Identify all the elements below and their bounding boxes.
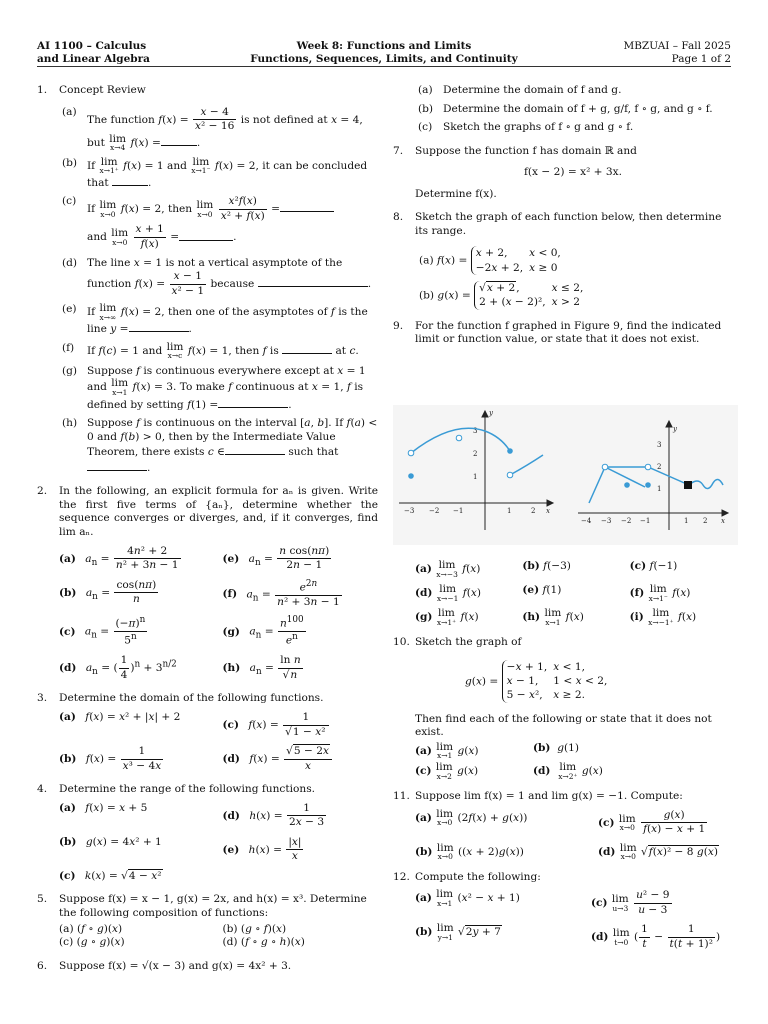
course-title: AI 1100 – Calculus and Linear Algebra	[37, 40, 150, 66]
svg-text:−4: −4	[581, 517, 592, 525]
svg-text:2: 2	[657, 463, 662, 471]
svg-text:y: y	[489, 409, 493, 417]
problem-12: 12. Compute the following: (a) lim x→1 (x² − x + 1) (c) lim u→3 $\frac{\text{u² − 9}}{u - 3}$ (b) lim y→1 √2y + 7 (d) lim t→0 ( $\frac{1}{t}$ − $\frac{1}{\text{t(t + 1)²}}$ )	[393, 870, 721, 950]
problem-11: 11. Suppose lim f(x) = 1 and lim g(x) = −1. Compute: (a) lim x→0 (2f(x) + g(x)) (c) lim x→0 $\frac{g(x)}{f(x) - x + 1}$ (b) lim x→0 ((x + 2)g(x)) (d) lim x→0 √f(x)² − 8 g(x)	[393, 790, 718, 862]
problem-2: 2. In the following, an explicit formula for aₙ is given. Write the first five terms of {aₙ}, determine whether the sequence converges or diverges, and, if it converges, find lim aₙ. (a) $a_n$ = $\frac{\text{4n² + 2}}{\text{n² + 3n − 1}}$ (e) $a_n$ = $\frac{\text{n cos(nπ)}}{2n - 1}$ (b) $a_n$ = $\frac{\cos(n\pi)}{n}$ (f) $a_n$ = $\frac{e^{2n}}{\text{n² + 3n − 1}}$ (c) $a_n$ = $\frac{(-\pi)^n}{5^n}$ (g) $a_n$ = $\frac{n^{100}}{e^n}$ (d) $a_n$ = ( $\frac{1}{4}$ )$^n + 3^{n/2}$ (h) $a_n$ = $\frac{\text{ln n}}{√n}$	[37, 485, 378, 681]
svg-text:1: 1	[657, 485, 662, 493]
svg-text:x: x	[546, 507, 550, 515]
svg-text:y: y	[673, 425, 677, 433]
svg-text:1: 1	[684, 517, 689, 525]
svg-text:−3: −3	[404, 507, 415, 515]
problem-7: 7. Suppose the function f has domain ℝ and f(x − 2) = x² + 3x. Determine f(x).	[393, 144, 637, 200]
svg-text:−2: −2	[429, 507, 440, 515]
right-column	[393, 84, 731, 357]
svg-text:2: 2	[703, 517, 708, 525]
problem-5: 5. Suppose f(x) = x − 1, g(x) = 2x, and h(x) = x³. Determine the following composition of functions: (a) (f ∘ g)(x) (b) (g ∘ f)(x) (c) (g ∘ g)(x) (d) (f ∘ g ∘ h)(x)	[37, 893, 367, 949]
problem-1: 1. Concept Review (a) The function f(x) = $\frac{x - 4}{\text{x² − 16}}$ is not defined at x = 4, but lim x→4 f(x) = . (b) If lim x→1⁺ f(x) = 1 and lim x→1⁻ f(x) = 2, it can be concluded that . (c) If lim x→0 f(x) = 2, then lim x→0 $\frac{\text{x²f(x)}}{\text{x² + f(x)}}$ = and lim x→0 $\frac{x + 1}{f(x)}$ = . (d) The line x = 1 is not a vertical asymptote of the function f(x) = $\frac{x - 1}{\text{x² − 1}}$ because . (e) If lim x→∞ f(x) = 2, then one of the asymptotes of f is the line y = . (f) If f(c) = 1 and lim x→c f(x) = 1, then f is at c. (g) Suppose f is continuous everywhere except at x = 1 and lim x→1 f(x) = 3. To make f continuous at x = 1, f is defined by setting f(1) = . (h) Suppose f is continuous on the interval [a, b]. If f(a) < 0 and f(b) > 0, then by the Intermediate Value Theorem, there exists c ∈ such that .	[37, 84, 378, 474]
svg-text:3: 3	[473, 427, 478, 435]
left-column	[37, 84, 378, 983]
svg-text:1: 1	[507, 507, 512, 515]
svg-text:2: 2	[473, 450, 478, 458]
week-title: Week 8: Functions and Limits Functions, Sequences, Limits, and Continuity	[250, 40, 518, 66]
problem-3: 3. Determine the domain of the following functions. (a) f(x) = x² + |x| + 2 (c) f(x) = $\frac{1}{\text{√1 − x²}}$ (b) f(x) = $\frac{1}{\text{x³ − 4x}}$ (d) f(x) = $\frac{√5 - 2x}{x}$	[37, 692, 378, 773]
problem-9-parts: (a) lim x→−3 f(x) (b) f(−3) (c) f(−1) (d) lim x→−1 f(x) (e) f(1) (f) lim x→1⁻ f(x) (g) lim x→1⁺ f(x) (h) lim x→1 f(x) (i) lim x→−1⁺ f(x)	[415, 559, 697, 627]
term-info: MBZUAI – Fall 2025 Page 1 of 2	[623, 40, 731, 66]
header-rule	[37, 66, 731, 67]
svg-text:−3: −3	[601, 517, 612, 525]
svg-text:−1: −1	[453, 507, 464, 515]
svg-text:−1: −1	[640, 517, 651, 525]
figure-9-graphs	[393, 405, 738, 545]
svg-text:2: 2	[531, 507, 536, 515]
problem-8: 8. Sketch the graph of each function below, then determine its range. (a) f(x) = x + 2, x < 0, −2x + 2, x ≥ 0 (b) g(x) = √x + 2, x ≤ 2, 2 + (x − 2)², x > 2	[393, 211, 722, 309]
svg-text:3: 3	[657, 441, 662, 449]
svg-text:1: 1	[473, 473, 478, 481]
page-number: Page 1 of 2	[671, 53, 731, 66]
problem-6: 6. Suppose f(x) = √(x − 3) and g(x) = 4x² + 3.	[37, 959, 292, 972]
svg-text:−2: −2	[621, 517, 632, 525]
problem-9: 9. For the function f graphed in Figure 9, find the indicated limit or function value, or state that it does not exist.	[393, 319, 722, 346]
problem-6-parts: (a) Determine the domain of f and g. (b) Determine the domain of f + g, g/f, f ∘ g, and g ∘ f. (c) Sketch the graphs of f ∘ g and g ∘ f.	[418, 84, 713, 134]
problem-10: 10. Sketch the graph of g(x) = −x + 1, x < 1, x − 1, 1 < x < 2, 5 − x², x ≥ 2. Then find each of the following or state that it does not exist. (a) lim x→1 g(x) (b) g(1) (c) lim x→2 g(x) (d) lim x→2⁺ g(x)	[393, 636, 712, 781]
right-column-lower	[393, 556, 731, 961]
svg-text:x: x	[721, 517, 725, 525]
problem-4: 4. Determine the range of the following functions. (a) f(x) = x + 5 (d) h(x) = $\frac{1}{2x - 3}$ (b) g(x) = 4x² + 1 (e) h(x) = $\frac{|x|}{x}$ (c) k(x) = √4 − x²	[37, 783, 325, 882]
